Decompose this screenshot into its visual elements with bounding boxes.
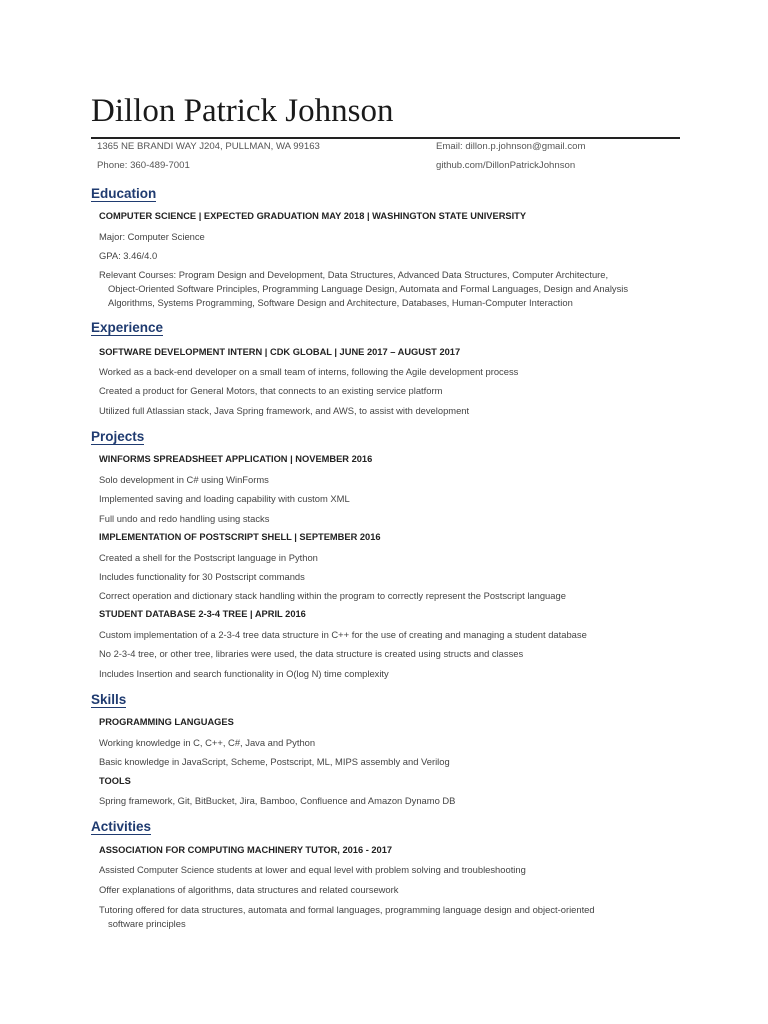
activities-item-continued: software principles [108, 918, 186, 929]
experience-entry: SOFTWARE DEVELOPMENT INTERN | CDK GLOBAL | JUNE 2017 – AUGUST 2017 [99, 347, 461, 357]
education-major: Major: Computer Science [99, 231, 205, 242]
education-courses-line-2: Object-Oriented Software Principles, Programming Language Design, Automata and Formal Languages, Design and Analysis [108, 283, 629, 294]
activities-item: Offer explanations of algorithms, data structures and related coursework [99, 884, 399, 895]
skills-item: Working knowledge in C, C++, C#, Java and Python [99, 737, 316, 748]
project-item: Solo development in C# using WinForms [99, 474, 269, 485]
skills-item: Basic knowledge in JavaScript, Scheme, Postscript, ML, MIPS assembly and Verilog [99, 756, 450, 767]
email: Email: dillon.p.johnson@gmail.com [436, 141, 586, 152]
header-divider [91, 137, 680, 139]
candidate-name: Dillon Patrick Johnson [91, 93, 394, 129]
activities-entry: ASSOCIATION FOR COMPUTING MACHINERY TUTOR, 2016 - 2017 [99, 845, 393, 855]
project-item: Custom implementation of a 2-3-4 tree data structure in C++ for the use of creating and managing a student database [99, 629, 587, 640]
project-item: No 2-3-4 tree, or other tree, libraries were used, the data structure is created using structs and classes [99, 648, 524, 659]
project-heading: IMPLEMENTATION OF POSTSCRIPT SHELL | SEPTEMBER 2016 [99, 532, 381, 542]
education-entry: COMPUTER SCIENCE | EXPECTED GRADUATION MAY 2018 | WASHINGTON STATE UNIVERSITY [99, 211, 527, 221]
project-item: Correct operation and dictionary stack handling within the program to correctly represent the Postscript language [99, 590, 566, 601]
experience-item: Worked as a back-end developer on a small team of interns, following the Agile development process [99, 366, 519, 377]
phone: Phone: 360-489-7001 [97, 160, 190, 171]
github-link: github.com/DillonPatrickJohnson [436, 160, 576, 171]
project-item: Includes Insertion and search functionality in O(log N) time complexity [99, 668, 389, 679]
project-item: Includes functionality for 30 Postscript commands [99, 571, 305, 582]
education-courses-line-1: Relevant Courses: Program Design and Development, Data Structures, Advanced Data Structures, Computer Architecture, [99, 269, 609, 280]
section-skills-title: Skills [91, 692, 127, 707]
section-education-title: Education [91, 186, 157, 201]
section-projects-title: Projects [91, 429, 145, 444]
section-experience-title: Experience [91, 320, 164, 335]
project-heading: WINFORMS SPREADSHEET APPLICATION | NOVEMBER 2016 [99, 454, 373, 464]
education-gpa: GPA: 3.46/4.0 [99, 250, 158, 261]
project-item: Implemented saving and loading capability with custom XML [99, 493, 350, 504]
experience-item: Created a product for General Motors, that connects to an existing service platform [99, 385, 443, 396]
section-education [91, 186, 156, 201]
project-item: Created a shell for the Postscript language in Python [99, 552, 318, 563]
section-projects [91, 429, 144, 444]
experience-item: Utilized full Atlassian stack, Java Spring framework, and AWS, to assist with development [99, 405, 470, 416]
section-activities-title: Activities [91, 819, 152, 834]
address: 1365 NE BRANDI WAY J204, PULLMAN, WA 99163 [97, 141, 320, 152]
activities-item: Tutoring offered for data structures, automata and formal languages, programming language design and object-oriented [99, 904, 595, 915]
skills-tools-heading: TOOLS [99, 776, 131, 786]
education-courses-line-3: Algorithms, Systems Programming, Software Design and Architecture, Databases, Human-Computer Interaction [108, 297, 573, 308]
section-activities [91, 819, 151, 834]
skills-item: Spring framework, Git, BitBucket, Jira, Bamboo, Confluence and Amazon Dynamo DB [99, 795, 456, 806]
section-experience [91, 320, 163, 335]
skills-languages-heading: PROGRAMMING LANGUAGES [99, 717, 234, 727]
activities-item: Assisted Computer Science students at lower and equal level with problem solving and troubleshooting [99, 864, 526, 875]
section-skills [91, 692, 126, 707]
project-heading: STUDENT DATABASE 2-3-4 TREE | APRIL 2016 [99, 609, 306, 619]
project-item: Full undo and redo handling using stacks [99, 513, 270, 524]
